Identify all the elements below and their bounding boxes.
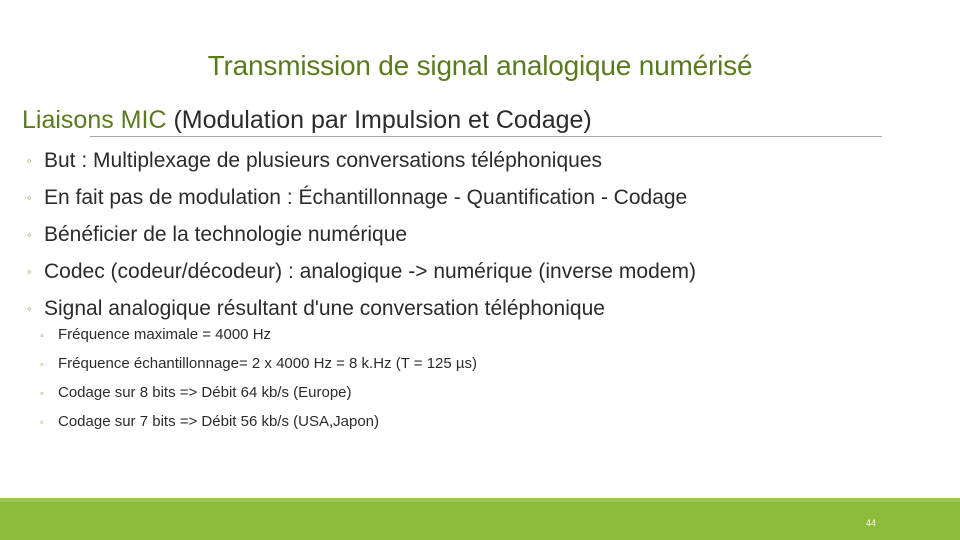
bullet-item (27, 254, 696, 291)
subbullet-item (40, 350, 477, 379)
subbullet-text: Codage sur 7 bits => Débit 56 kb/s (USA,Japon) (58, 413, 380, 430)
bullet-item (27, 143, 696, 180)
bullet-text: En fait pas de modulation : Échantillonnage - Quantification - Codage (44, 186, 688, 209)
bullet-text: But : Multiplexage de plusieurs conversations téléphoniques (44, 149, 603, 172)
subbullet-text: Fréquence échantillonnage= 2 x 4000 Hz = 8 k.Hz (T = 125 µs) (58, 355, 478, 372)
subbullet-list (40, 321, 477, 437)
bullet-text: Signal analogique résultant d'une conversation téléphonique (44, 297, 605, 320)
subbullet-marker-icon: ◦ (40, 359, 44, 371)
subbullet-text: Fréquence maximale = 4000 Hz (58, 326, 272, 343)
subbullet-marker-icon: ◦ (40, 417, 44, 429)
footer-bar (0, 498, 960, 540)
bullet-marker-icon: ◦ (27, 227, 32, 243)
subbullet-text: Codage sur 8 bits => Débit 64 kb/s (Europe) (58, 384, 352, 401)
subtitle-row (22, 106, 882, 138)
subbullet-item (40, 321, 477, 350)
bullet-list (27, 143, 696, 328)
bullet-marker-icon: ◦ (27, 301, 32, 317)
bullet-text: Bénéficier de la technologie numérique (44, 223, 408, 246)
slide-title: Transmission de signal analogique numérisé (207, 50, 753, 81)
bullet-marker-icon: ◦ (27, 264, 32, 280)
subtitle (22, 106, 592, 134)
bullet-text: Codec (codeur/décodeur) : analogique -> numérique (inverse modem) (44, 260, 696, 283)
subbullet-item (40, 379, 477, 408)
bullet-marker-icon: ◦ (27, 190, 32, 206)
bullet-item (27, 217, 696, 254)
subbullet-item (40, 408, 477, 437)
subtitle-underline (90, 136, 882, 137)
bullet-marker-icon: ◦ (27, 153, 32, 169)
subbullet-marker-icon: ◦ (40, 388, 44, 400)
subbullet-marker-icon: ◦ (40, 330, 44, 342)
footer-stripe (0, 498, 960, 502)
subtitle-acronym: Liaisons MIC (22, 106, 167, 134)
bullet-item (27, 180, 696, 217)
page-number: 44 (865, 518, 876, 528)
subtitle-expansion: (Modulation par Impulsion et Codage) (166, 106, 592, 134)
